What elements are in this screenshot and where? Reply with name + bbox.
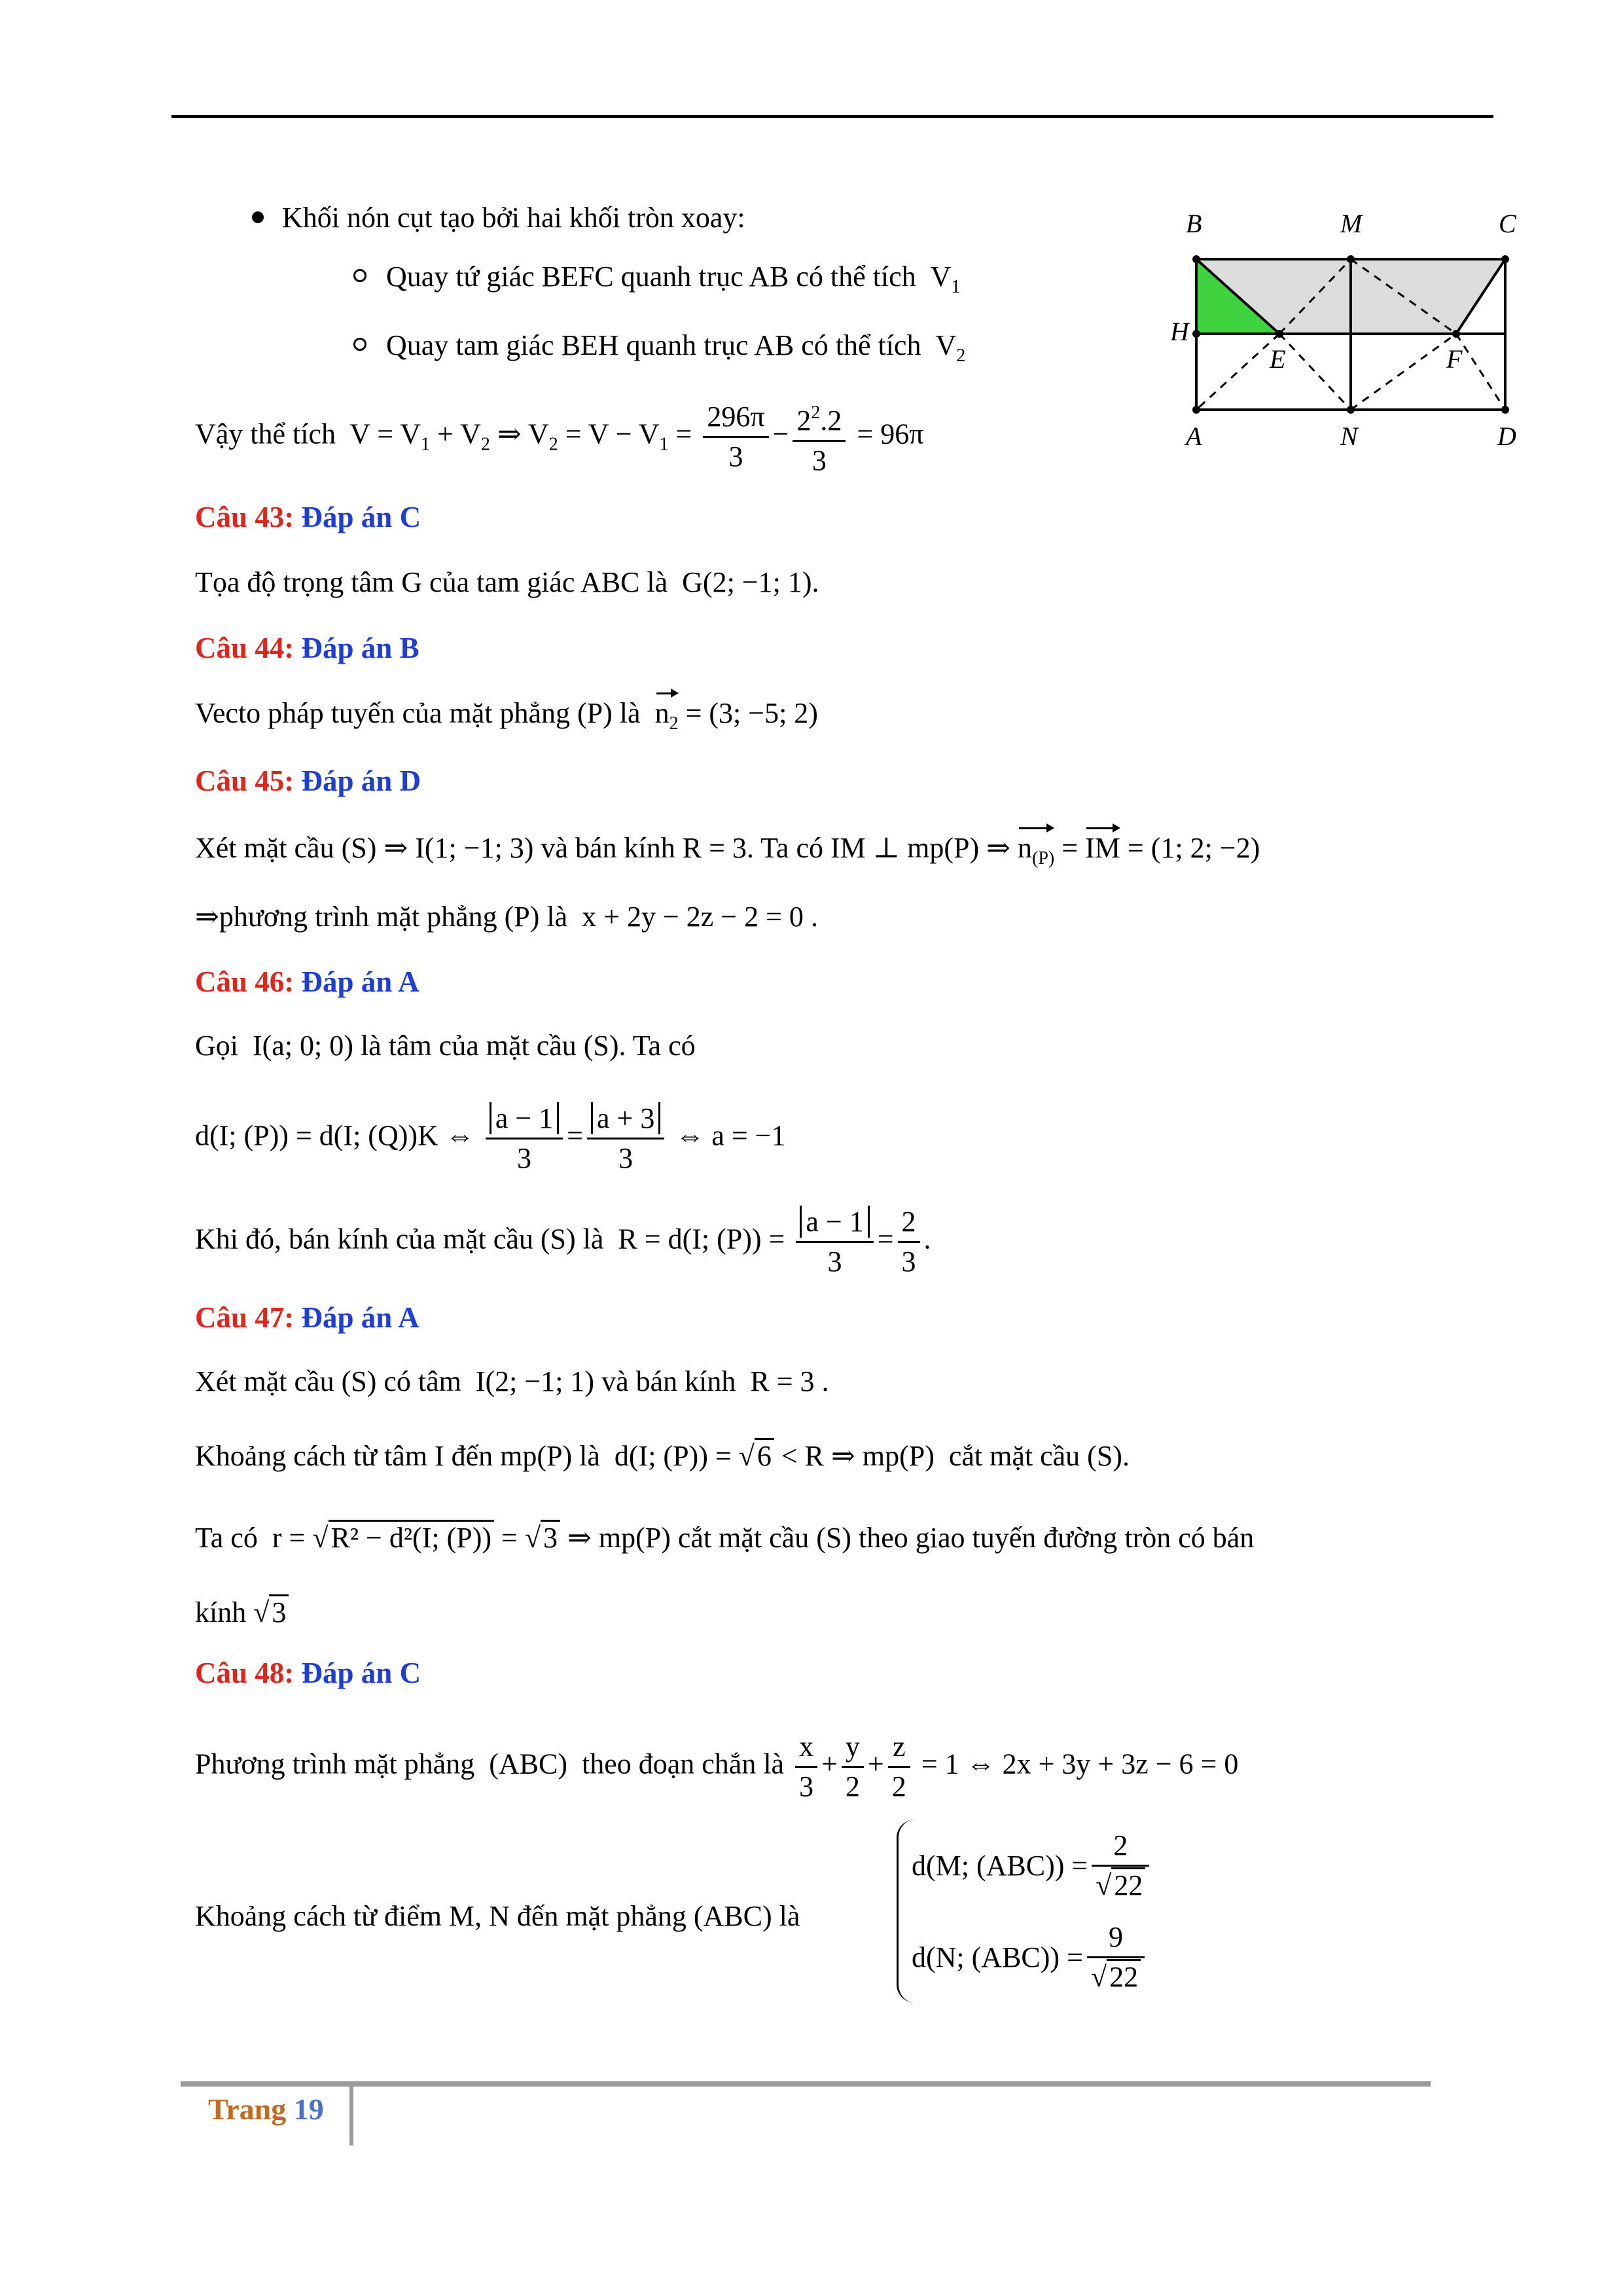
figure-rectangle [1171,196,1538,484]
q45-line2: ⇒phương trình mặt phẳng (P) là x + 2y − 2z − 2 = 0 . [195,901,818,933]
bullet-icon [252,211,264,223]
page-number: Trang 19 [208,2092,324,2126]
fraction: $\frac{296\pi}{3}$ [703,398,768,476]
label-f: F [1446,344,1463,374]
q47-line4: kính √3 [195,1594,289,1631]
q48-line2: Khoảng cách từ điểm M, N đến mặt phẳng (ABC) là [195,1900,800,1932]
fraction: $\frac{y}{2}$ [842,1728,864,1806]
circle-bullet-icon [353,338,366,351]
cone-frustum-diagram [1171,196,1538,484]
vector-n-p: $n_{(P)}$ [1018,830,1054,877]
q47-line1: Xét mặt cầu (S) có tâm I(2; −1; 1) và bán kính R = 3 . [195,1365,829,1397]
fraction: $\frac{2}{√22}$ [1092,1827,1149,1905]
footer-rule [181,2081,1431,2087]
fraction: $\frac{a + 3}{3}$ [587,1100,664,1177]
label-e: E [1270,344,1286,374]
q47-line2: Khoảng cách từ tâm I đến mp(P) là d(I; (P)) = √6 < R ⇒ mp(P) cắt mặt cầu (S). [195,1438,1130,1475]
fraction: $\frac{a - 1}{3}$ [486,1100,563,1177]
intro-conclusion: Vậy thể tích $V = V_1 + V_2$ ⇒ $V_2 = V - V_1$ = $\frac{296\pi}{3}$ − $\frac{2^2.2}{3}$ = 96π [195,394,923,480]
q43-body: Tọa độ trọng tâm G của tam giác ABC là G(2; −1; 1). [195,566,819,598]
q45-heading: Câu 45: Đáp án D [195,764,421,797]
intro-sub1: Quay tứ giác BEFC quanh trục AB có thể tích $V_1$ [353,259,960,306]
q43-heading: Câu 43: Đáp án C [195,501,421,533]
q44-body: Vecto pháp tuyến của mặt phẳng (P) là $n_2 = (3$; −5; 2) [195,695,818,742]
label-b: B [1186,209,1202,238]
label-c: C [1499,209,1516,238]
fraction: $\frac{z}{2}$ [888,1728,910,1806]
label-d: D [1497,422,1516,451]
q46-heading: Câu 46: Đáp án A [195,965,419,998]
q48-system [897,1820,1153,2003]
fraction: $\frac{x}{3}$ [795,1728,817,1806]
label-a: A [1186,422,1202,451]
footer-divider [349,2087,353,2145]
q47-heading: Câu 47: Đáp án A [195,1301,419,1334]
q45-line1: Xét mặt cầu (S) ⇒ I(1; −1; 3) và bán kính R = 3. Ta có IM ⊥ mp(P) ⇒ $n_{(P)}$ = IM = (1; 2; −2) [195,830,1260,877]
label-n: N [1340,422,1358,451]
q46-line1: Gọi I(a; 0; 0) là tâm của mặt cầu (S). Ta có [195,1030,696,1062]
header-rule [171,115,1493,118]
vector-im: IM [1085,830,1120,867]
brace: d(M; (ABC)) = $\frac{2}{√22}$ d(N; (ABC)) = $\frac{9}{√22}$ [897,1820,1153,2003]
fraction: $\frac{9}{√22}$ [1087,1918,1145,1996]
q46-line3: Khi đó, bán kính của mặt cầu (S) là R = d(I; (P)) = $\frac{a - 1}{3}$ = $\frac{2}{3}$ . [195,1203,931,1281]
label-m: M [1340,209,1363,238]
label-h: H [1171,317,1189,346]
q48-line1: Phương trình mặt phẳng (ABC) theo đoạn chắn là $\frac{x}{3}$ + $\frac{y}{2}$ + $\frac{z}{2}$ = 1 ⇔ 2x + 3y + 3z − 6 = 0 [195,1728,1238,1806]
q48-heading: Câu 48: Đáp án C [195,1657,421,1689]
vector-n: $n_2$ [655,695,679,742]
fraction: $\frac{a - 1}{3}$ [796,1203,873,1281]
circle-bullet-icon [353,269,366,282]
fraction: $\frac{2^2.2}{3}$ [793,394,846,480]
intro-sub2: Quay tam giác BEH quanh trục AB có thể tích $V_2$ [353,327,965,374]
q46-line2: d(I; (P)) = d(I; (Q))K ⇔ $\frac{a - 1}{3}$ = $\frac{a + 3}{3}$ ⇔ a = −1 [195,1100,786,1177]
intro-bullet: Khối nón cụt tạo bởi hai khối tròn xoay: [252,200,745,236]
fraction: $\frac{2}{3}$ [898,1203,920,1281]
q47-line3: Ta có r = √R² − d²(I; (P)) = √3 ⇒ mp(P) cắt mặt cầu (S) theo giao tuyến đường tròn có bán [195,1520,1254,1556]
q44-heading: Câu 44: Đáp án B [195,632,419,664]
